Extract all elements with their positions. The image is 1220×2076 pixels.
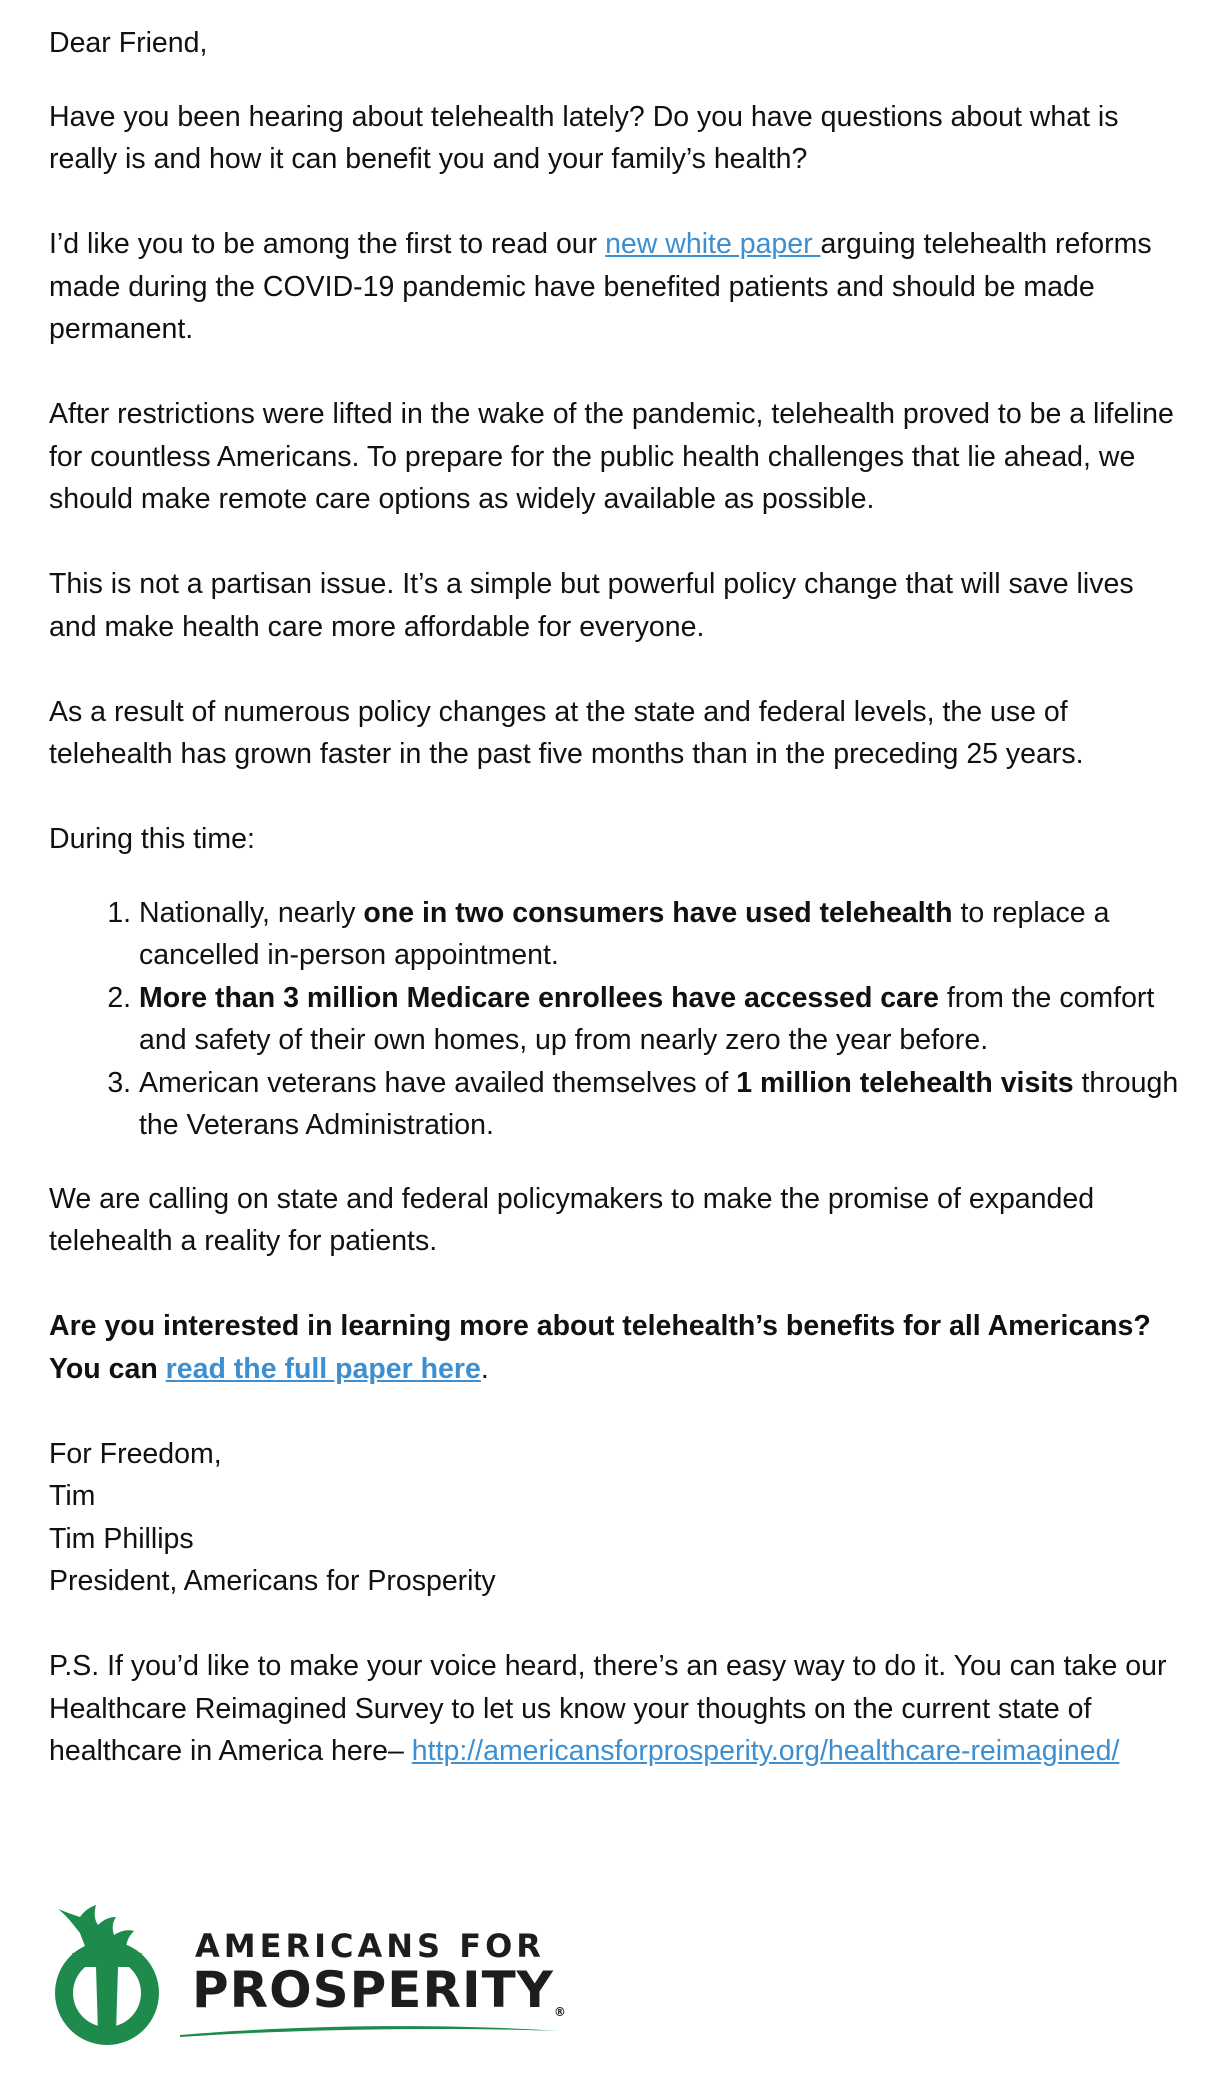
white-paper-paragraph: [49, 223, 1179, 351]
cta-end: .: [480, 1352, 489, 1385]
ps-paragraph: [49, 1645, 1179, 1773]
intro-paragraph: Have you been hearing about telehealth lately? Do you have questions about what is really is and how it can benefit you and your family’s health?: [49, 100, 1119, 175]
signer-full-name: Tim Phillips: [49, 1522, 194, 1555]
growth-paragraph: As a result of numerous policy changes at the state and federal levels, the use of telehealth has grown faster in the past five months than in the preceding 25 years.: [49, 695, 1084, 770]
list-item: [139, 1062, 1179, 1147]
list-item-text-after: from the comfort and safety of their own homes, up from nearly zero the year before.: [139, 981, 1155, 1056]
white-paper-link[interactable]: new white paper: [605, 228, 821, 260]
list-item: [139, 892, 1179, 977]
stats-list: [49, 892, 1179, 1147]
cta-paragraph: [49, 1305, 1179, 1390]
cta-text: Are you interested in learning more about telehealth’s benefits for all Americans? You can: [49, 1310, 1151, 1385]
calling-paragraph: We are calling on state and federal policymakers to make the promise of expanded telehealth a reality for patients.: [49, 1182, 1095, 1257]
registered-mark: ®: [553, 2005, 566, 2019]
signer-first-name: Tim: [49, 1480, 96, 1512]
survey-link[interactable]: http://americansforprosperity.org/healthcare-reimagined/: [411, 1735, 1120, 1767]
logo-wordmark: PROSPERITY: [192, 1961, 554, 2019]
closing: For Freedom,: [49, 1437, 222, 1470]
list-item-text-after: to replace a cancelled in-person appointment.: [139, 896, 1110, 971]
white-paper-text-before: I’d like you to be among the first to read our: [49, 228, 606, 260]
logo-line-1: AMERICANS FOR: [195, 1927, 545, 1965]
white-paper-text-after: arguing telehealth reforms made during the COVID-19 pandemic have benefited patients and should be made permanent.: [49, 228, 1152, 345]
torch-icon: [50, 1905, 170, 2055]
full-paper-link[interactable]: read the full paper here: [165, 1352, 481, 1385]
list-item-text-after: through the Veterans Administration.: [139, 1066, 1179, 1141]
list-item: [139, 977, 1179, 1062]
logo-swoosh: [180, 2023, 560, 2037]
signer-title: President, Americans for Prosperity: [49, 1565, 496, 1597]
restrictions-paragraph: After restrictions were lifted in the wake of the pandemic, telehealth proved to be a lifeline for countless Americans. To prepare for the public health challenges that lie ahead, we should make remote care options as widely available as possible.: [49, 398, 1174, 515]
during-time-paragraph: During this time:: [49, 823, 255, 855]
signoff: [49, 1433, 1179, 1603]
list-item-text-before: American veterans have availed themselves of: [139, 1066, 737, 1099]
partisan-paragraph: This is not a partisan issue. It’s a simple but powerful policy change that will save lives and make health care more affordable for everyone.: [49, 568, 1134, 643]
logo-line-2: [192, 1961, 566, 2019]
ps-text: P.S. If you’d like to make your voice heard, there’s an easy way to do it. You can take our Healthcare Reimagined Survey to let us know your thoughts on the current state of healthcare in America here–: [49, 1650, 1167, 1767]
list-item-bold: 1 million telehealth visits: [736, 1066, 1074, 1099]
email-body: [49, 22, 1179, 1815]
list-item-bold: More than 3 million Medicare enrollees have accessed care: [139, 981, 939, 1014]
list-item-bold: one in two consumers have used telehealth: [363, 896, 953, 929]
greeting: Dear Friend,: [49, 27, 208, 59]
list-item-text-before: Nationally, nearly: [139, 896, 364, 929]
afp-logo: [50, 1905, 570, 2055]
